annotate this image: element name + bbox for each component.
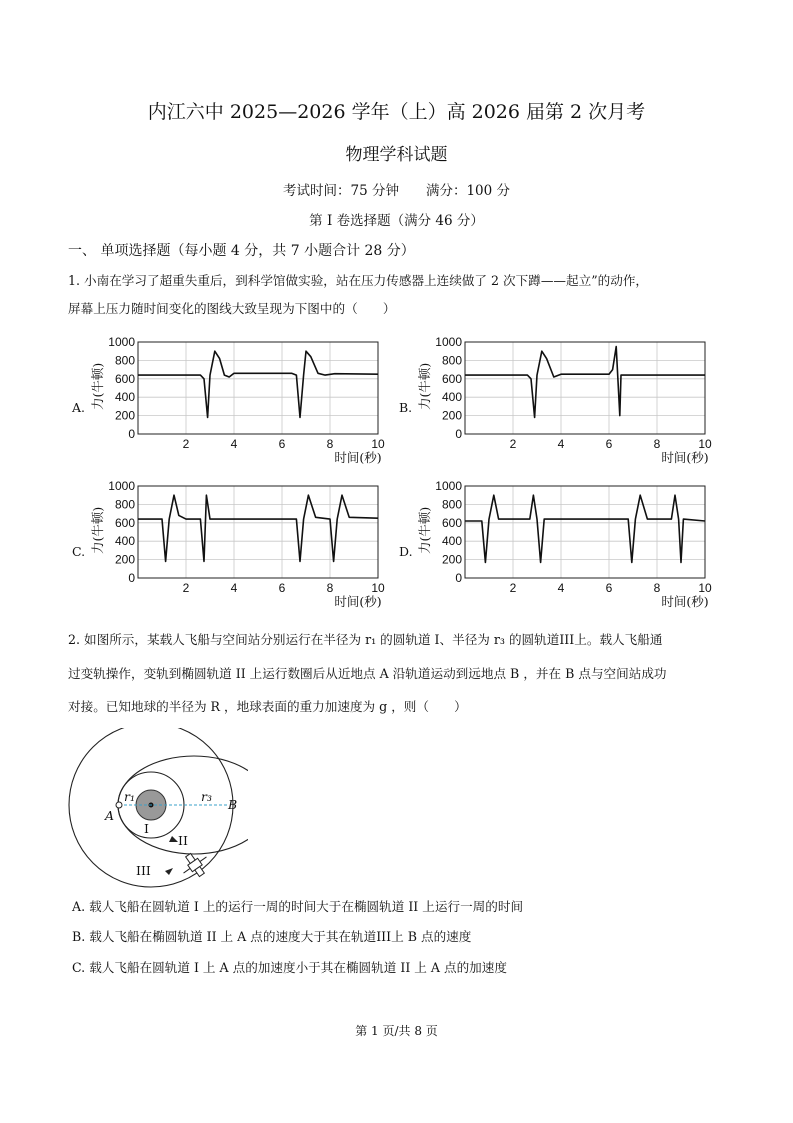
chart-ytick: 1000	[435, 335, 462, 349]
chart-ylabel: 力(牛顿)	[417, 362, 432, 410]
label-b: B	[228, 797, 238, 812]
chart-xlabel: 时间(秒)	[334, 450, 382, 465]
chart-xtick: 4	[230, 437, 238, 451]
q2-option-a[interactable]: A. 载人飞船在圆轨道 I 上的运行一周的时间大于在椭圆轨道 II 上运行一周的时间	[72, 899, 524, 914]
chart-d	[395, 478, 715, 613]
chart-ytick: 1000	[108, 479, 135, 493]
chart-xtick: 6	[278, 581, 286, 595]
chart-xtick: 8	[653, 581, 661, 595]
q1-line2: 屏幕上压力随时间变化的图线大致呈现为下图中的（ ）	[68, 301, 396, 316]
chart-frame	[138, 486, 378, 578]
chart-panel-c[interactable]	[68, 478, 388, 613]
chart-option-label: B.	[399, 400, 413, 415]
chart-b	[395, 334, 715, 469]
chart-ylabel: 力(牛顿)	[417, 506, 432, 554]
q1-line1: 1. 小南在学习了超重失重后，到科学馆做实验，站在压力传感器上连续做了 2 次下蹲——起立”的动作，	[68, 273, 649, 288]
label-a: A	[105, 808, 115, 823]
chart-a	[68, 334, 388, 469]
chart-ylabel: 力(牛顿)	[90, 362, 105, 410]
volume-heading: 第 I 卷选择题（满分 46 分）	[309, 213, 484, 229]
chart-ytick: 1000	[108, 335, 135, 349]
chart-ytick: 800	[441, 497, 462, 512]
chart-xlabel: 时间(秒)	[661, 594, 709, 609]
chart-xtick: 8	[653, 437, 661, 451]
chart-xtick: 8	[326, 437, 334, 451]
label-r1: r₁	[124, 789, 135, 804]
orbit-diagram	[68, 728, 248, 888]
section-heading: 一、 单项选择题（每小题 4 分，共 7 小题合计 28 分）	[68, 243, 415, 259]
q2-line2: 过变轨操作，变轨到椭圆轨道 II 上运行数圈后从近地点 A 沿轨道运动到远地点 B ，并在 B 点与空间站成功	[68, 666, 667, 681]
chart-panel-d[interactable]	[395, 478, 715, 613]
chart-frame	[465, 342, 705, 434]
chart-xtick: 6	[605, 437, 613, 451]
chart-xtick: 6	[278, 437, 286, 451]
chart-panel-a[interactable]	[68, 334, 388, 469]
chart-ytick: 0	[128, 571, 135, 585]
chart-frame	[138, 342, 378, 434]
chart-ytick: 800	[441, 353, 462, 368]
chart-xlabel: 时间(秒)	[334, 594, 382, 609]
chart-xtick: 6	[605, 581, 613, 595]
chart-ylabel: 力(牛顿)	[90, 506, 105, 554]
chart-ytick: 800	[114, 353, 135, 368]
chart-option-label: D.	[399, 544, 413, 559]
chart-xtick: 10	[698, 581, 712, 595]
chart-series-line	[138, 495, 378, 561]
exam-title: 内江六中 2025—2026 学年（上）高 2026 届第 2 次月考	[147, 101, 646, 123]
chart-xtick: 4	[230, 581, 238, 595]
q2-option-c[interactable]: C. 载人飞船在圆轨道 I 上 A 点的加速度小于其在椭圆轨道 II 上 A 点的加速度	[72, 960, 507, 975]
chart-xtick: 10	[371, 581, 385, 595]
chart-ytick: 600	[114, 371, 135, 386]
label-orbit-iii: III	[136, 863, 151, 878]
chart-ytick: 0	[455, 571, 462, 585]
chart-ytick: 0	[455, 427, 462, 441]
chart-ytick: 600	[441, 515, 462, 530]
chart-ytick: 200	[441, 408, 462, 423]
q2-line1: 2. 如图所示，某载人飞船与空间站分别运行在半径为 r₁ 的圆轨道 I、半径为 r₃ 的圆轨道III上。载人飞船通	[68, 632, 663, 647]
chart-ytick: 400	[441, 534, 462, 549]
chart-xtick: 4	[557, 437, 565, 451]
chart-ytick: 200	[441, 552, 462, 567]
chart-ytick: 200	[114, 552, 135, 567]
point-a	[116, 802, 122, 808]
exam-subtitle: 物理学科试题	[345, 145, 448, 165]
space-station-icon	[177, 847, 214, 883]
page-number: 第 1 页/共 8 页	[355, 1024, 438, 1038]
chart-ytick: 400	[114, 390, 135, 405]
exam-info: 考试时间：75 分钟 满分：100 分	[282, 183, 511, 199]
chart-xtick: 8	[326, 581, 334, 595]
chart-frame	[465, 486, 705, 578]
chart-ytick: 1000	[435, 479, 462, 493]
chart-ytick: 400	[441, 390, 462, 405]
chart-xtick: 2	[182, 581, 190, 595]
chart-series-line	[465, 495, 705, 562]
label-r3: r₃	[201, 789, 212, 804]
chart-option-label: A.	[72, 400, 86, 415]
chart-c	[68, 478, 388, 613]
chart-panel-b[interactable]	[395, 334, 715, 469]
chart-ytick: 400	[114, 534, 135, 549]
chart-xtick: 4	[557, 581, 565, 595]
chart-xtick: 10	[371, 437, 385, 451]
arrow-ii	[169, 836, 178, 842]
q2-line3: 对接。已知地球的半径为 R ，地球表面的重力加速度为 g ，则（ ）	[68, 699, 467, 714]
chart-xtick: 10	[698, 437, 712, 451]
chart-xtick: 2	[182, 437, 190, 451]
chart-series-line	[465, 347, 705, 418]
chart-ytick: 200	[114, 408, 135, 423]
chart-xtick: 2	[509, 581, 517, 595]
q2-option-b[interactable]: B. 载人飞船在椭圆轨道 II 上 A 点的速度大于其在轨道III上 B 点的速度	[72, 929, 472, 944]
chart-ytick: 0	[128, 427, 135, 441]
chart-ytick: 600	[441, 371, 462, 386]
chart-option-label: C.	[72, 544, 86, 559]
chart-xtick: 2	[509, 437, 517, 451]
chart-xlabel: 时间(秒)	[661, 450, 709, 465]
chart-ytick: 600	[114, 515, 135, 530]
chart-series-line	[138, 351, 378, 417]
label-orbit-i: I	[144, 821, 149, 836]
chart-ytick: 800	[114, 497, 135, 512]
arrow-iii	[165, 868, 173, 875]
label-orbit-ii: II	[178, 833, 188, 848]
